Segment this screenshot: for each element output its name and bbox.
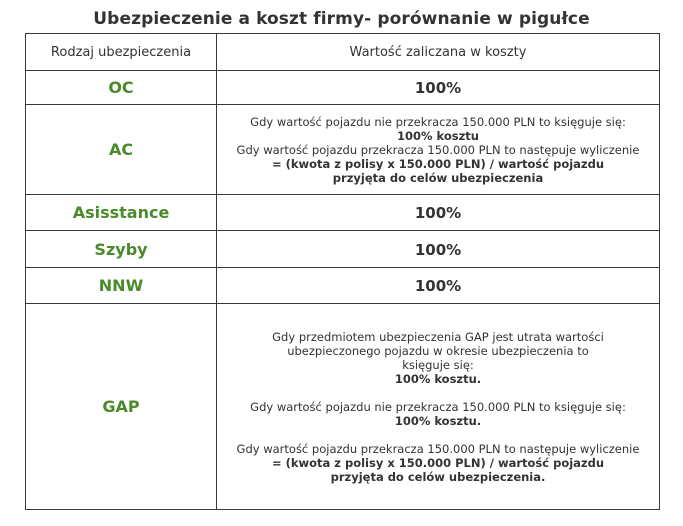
value-cell-nnw xyxy=(217,268,660,304)
insurance-type-gap: GAP xyxy=(26,304,217,510)
table-header-row xyxy=(26,34,660,71)
insurance-type-assistance: Asisstance xyxy=(26,195,217,231)
table-row-nnw xyxy=(26,268,660,304)
insurance-type-nnw: NNW xyxy=(26,268,217,304)
page-title: Ubezpieczenie a koszt firmy- porównanie w pigułce xyxy=(93,9,590,29)
gap-paragraph-1-bold: 100% kosztu. xyxy=(394,371,482,386)
comparison-table xyxy=(25,33,660,510)
ac-description xyxy=(217,115,659,185)
table-row-oc xyxy=(26,71,660,105)
value-cell-oc xyxy=(217,71,660,105)
table-row-assistance xyxy=(26,195,660,231)
value-cell-gap xyxy=(217,304,660,510)
value-cell-ac xyxy=(217,105,660,195)
ac-line-2: 100% kosztu xyxy=(397,128,479,143)
gap-paragraph-3-bold: = (kwota z polisy x 150.000 PLN) / wartość pojazdu przyjęta do celów ubezpieczenia. xyxy=(271,455,605,484)
value-cell-szyby xyxy=(217,231,660,268)
gap-paragraph-1: Gdy przedmiotem ubezpieczenia GAP jest utrata wartości ubezpieczonego pojazdu w okresie ubezpieczenia to księguje się: xyxy=(272,329,604,372)
gap-paragraph-2-bold: 100% kosztu. xyxy=(394,413,482,428)
table-row-szyby xyxy=(26,231,660,268)
ac-line-3: Gdy wartość pojazdu przekracza 150.000 PLN to następuje wyliczenie xyxy=(236,142,640,157)
column-header-type: Rodzaj ubezpieczenia xyxy=(26,34,217,71)
value-cell-assistance xyxy=(217,195,660,231)
gap-paragraph-3: Gdy wartość pojazdu przekracza 150.000 PLN to następuje wyliczenie xyxy=(236,441,640,456)
table-row-ac xyxy=(26,105,660,195)
value-nnw: 100% xyxy=(414,277,462,295)
gap-description xyxy=(217,330,659,484)
value-szyby: 100% xyxy=(414,240,462,259)
insurance-type-szyby: Szyby xyxy=(26,231,217,268)
gap-paragraph-2: Gdy wartość pojazdu nie przekracza 150.000 PLN to księguje się: xyxy=(250,399,626,414)
column-header-value: Wartość zaliczana w koszty xyxy=(217,34,660,71)
value-assistance: 100% xyxy=(414,204,462,222)
ac-line-4: = (kwota z polisy x 150.000 PLN) / wartość pojazdu przyjęta do celów ubezpieczenia xyxy=(271,156,605,185)
value-oc: 100% xyxy=(414,79,462,97)
insurance-type-ac: AC xyxy=(26,105,217,195)
ac-line-1: Gdy wartość pojazdu nie przekracza 150.000 PLN to księguje się: xyxy=(250,114,626,129)
insurance-type-oc: OC xyxy=(26,71,217,105)
table-row-gap xyxy=(26,304,660,510)
